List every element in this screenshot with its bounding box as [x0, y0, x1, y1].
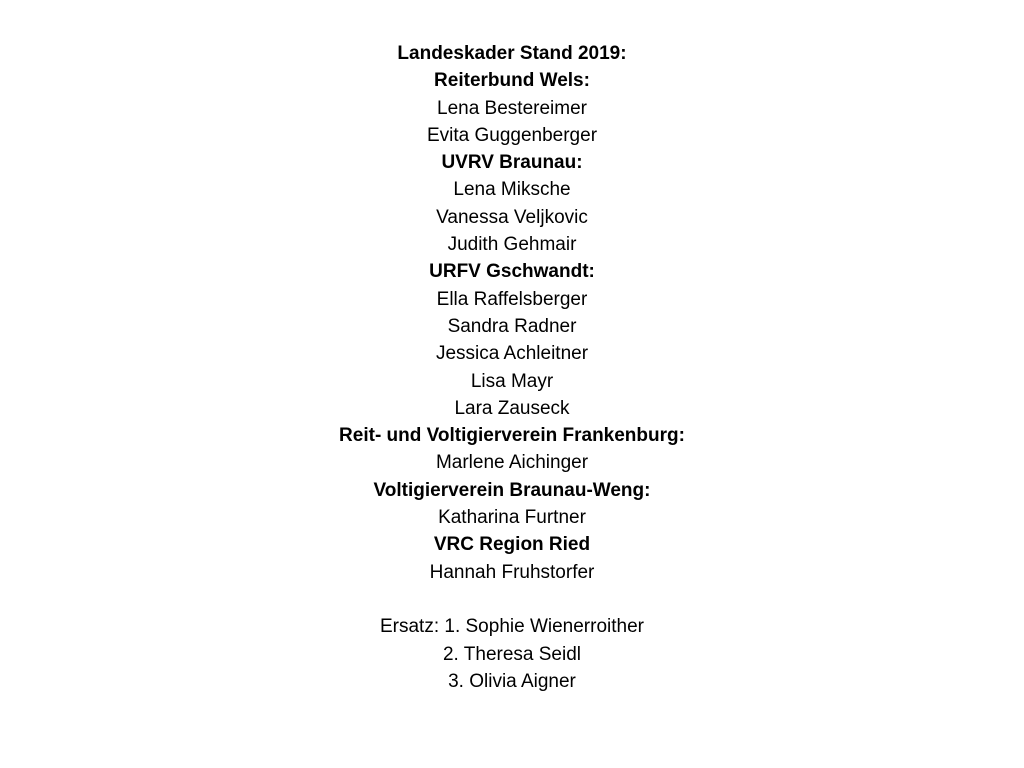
- reserve-line: 2. Theresa Seidl: [442, 643, 581, 665]
- member-name: Hannah Fruhstorfer: [429, 561, 595, 583]
- member-name: Vanessa Veljkovic: [436, 206, 588, 228]
- member-name: Lara Zauseck: [454, 397, 570, 419]
- member-name: Lisa Mayr: [470, 370, 554, 392]
- member-name: Judith Gehmair: [447, 234, 577, 256]
- member-name: Lena Bestereimer: [437, 97, 587, 119]
- member-name: Evita Guggenberger: [426, 124, 598, 146]
- reserve-line: Ersatz: 1. Sophie Wienerroither: [379, 616, 644, 638]
- club-heading-braunau-weng: Voltigierverein Braunau-Weng:: [373, 479, 651, 501]
- roster-title: Landeskader Stand 2019:: [397, 43, 627, 64]
- club-heading-ried: VRC Region Ried: [433, 534, 591, 556]
- member-name: Jessica Achleitner: [435, 343, 589, 365]
- roster-text: [0, 40, 1024, 695]
- club-heading-braunau: UVRV Braunau:: [441, 152, 583, 174]
- member-name: Sandra Radner: [447, 315, 577, 337]
- club-heading-gschwandt: URFV Gschwandt:: [429, 261, 595, 283]
- member-name: Katharina Furtner: [438, 507, 586, 529]
- blank-line: [0, 586, 1024, 613]
- member-name: Lena Miksche: [453, 179, 571, 201]
- reserve-line: 3. Olivia Aigner: [448, 670, 576, 692]
- member-name: Marlene Aichinger: [435, 452, 589, 474]
- member-name: Ella Raffelsberger: [436, 288, 588, 310]
- club-heading-wels: Reiterbund Wels:: [434, 70, 590, 92]
- club-heading-frankenburg: Reit- und Voltigierverein Frankenburg:: [339, 425, 685, 447]
